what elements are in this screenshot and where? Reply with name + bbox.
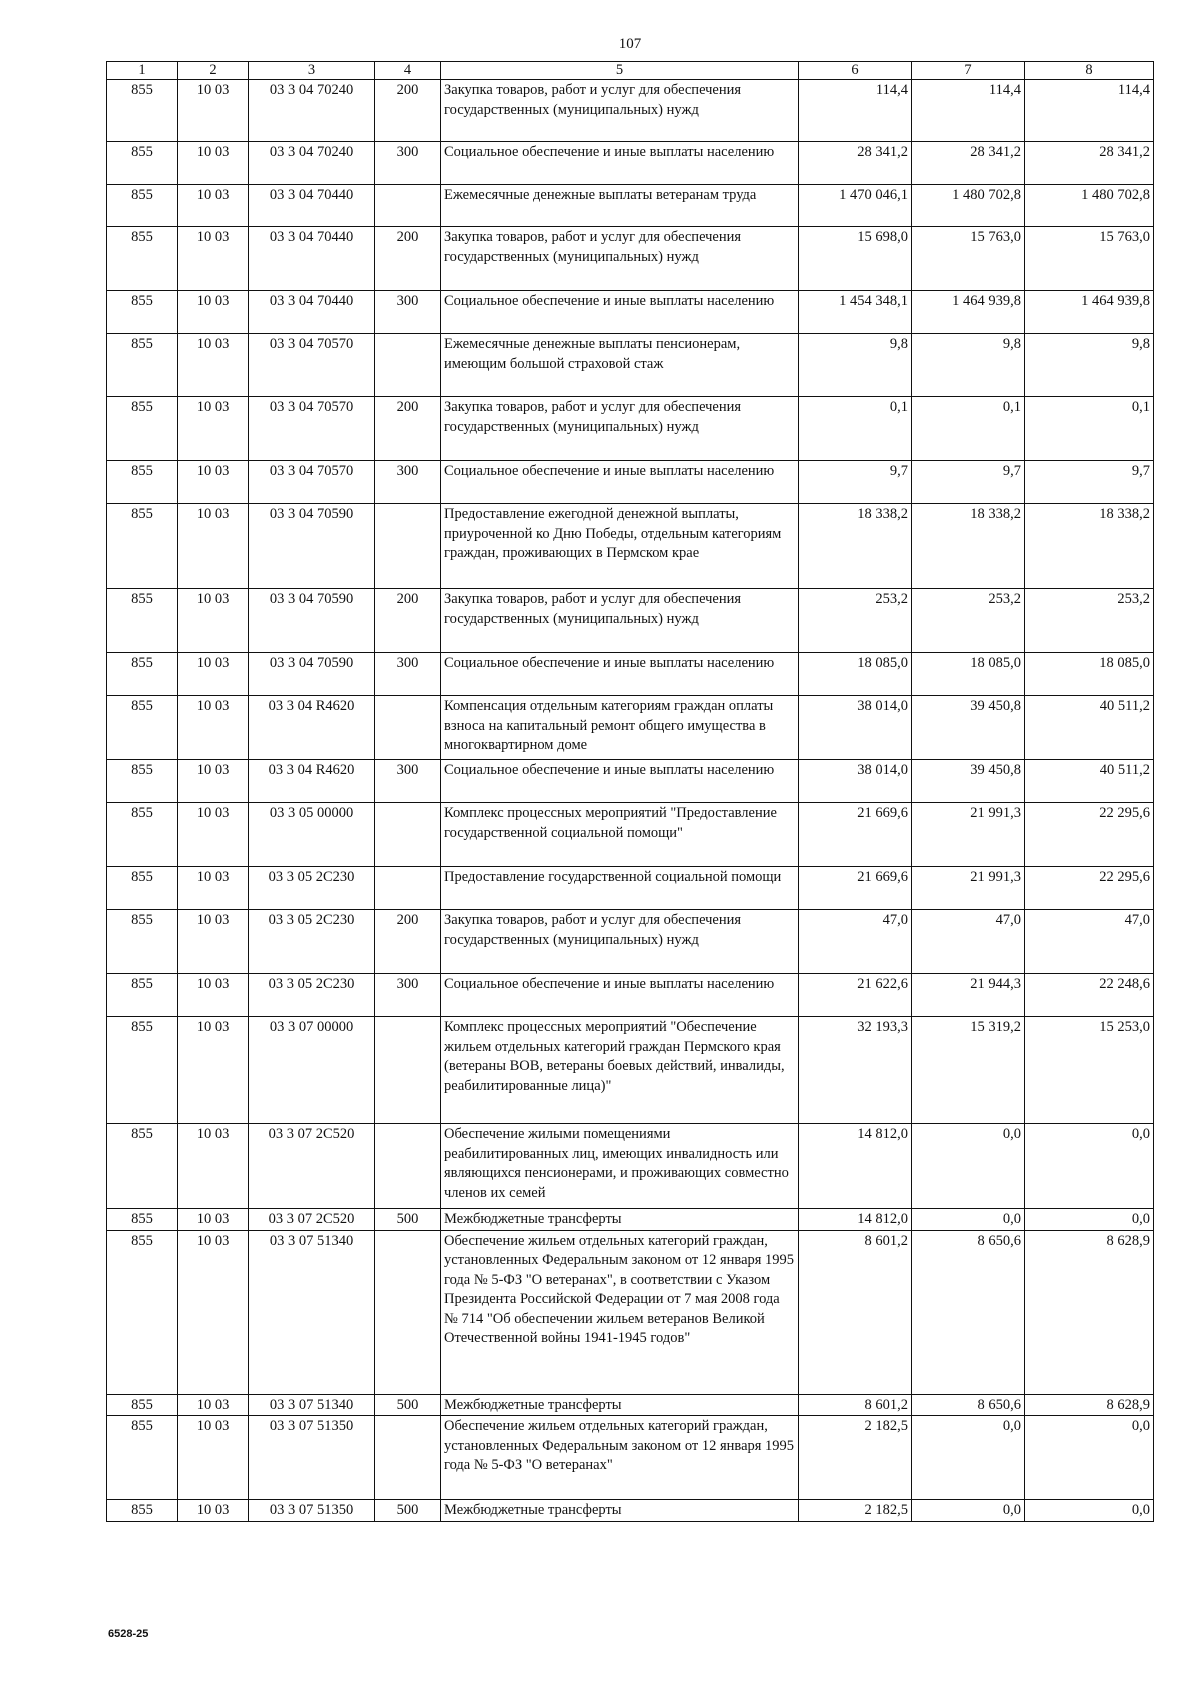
amount-year2-cell: 18 338,2: [912, 504, 1025, 589]
target-article-cell: 03 3 07 00000: [249, 1017, 375, 1124]
expense-type-cell: 200: [375, 227, 441, 291]
amount-year3-cell: 1 480 702,8: [1025, 185, 1154, 227]
admin-code-cell: 855: [107, 397, 178, 461]
admin-code-cell: 855: [107, 1230, 178, 1394]
page-number: 107: [618, 36, 642, 52]
amount-year3-cell: 28 341,2: [1025, 142, 1154, 185]
description-cell: Социальное обеспечение и иные выплаты населению: [441, 142, 799, 185]
target-article-cell: 03 3 04 70590: [249, 589, 375, 653]
description-cell: Социальное обеспечение и иные выплаты населению: [441, 291, 799, 334]
target-article-cell: 03 3 07 2C520: [249, 1209, 375, 1231]
section-code-cell: 10 03: [178, 227, 249, 291]
expense-type-cell: 300: [375, 461, 441, 504]
amount-year1-cell: 18 085,0: [799, 653, 912, 696]
amount-year1-cell: 14 812,0: [799, 1124, 912, 1209]
admin-code-cell: 855: [107, 504, 178, 589]
section-code-cell: 10 03: [178, 504, 249, 589]
table-row: [107, 1394, 1154, 1416]
table-body: [107, 80, 1154, 1522]
description-cell: Закупка товаров, работ и услуг для обеспечения государственных (муниципальных) нужд: [441, 910, 799, 974]
expense-type-cell: [375, 504, 441, 589]
admin-code-cell: 855: [107, 589, 178, 653]
amount-year1-cell: 38 014,0: [799, 696, 912, 760]
table-row: [107, 1209, 1154, 1231]
expense-type-cell: 200: [375, 589, 441, 653]
description-cell: Закупка товаров, работ и услуг для обеспечения государственных (муниципальных) нужд: [441, 227, 799, 291]
table-row: [107, 974, 1154, 1017]
admin-code-cell: 855: [107, 1209, 178, 1231]
target-article-cell: 03 3 04 70570: [249, 334, 375, 397]
amount-year1-cell: 47,0: [799, 910, 912, 974]
section-code-cell: 10 03: [178, 80, 249, 142]
amount-year2-cell: 39 450,8: [912, 696, 1025, 760]
target-article-cell: 03 3 04 70440: [249, 185, 375, 227]
amount-year3-cell: 0,0: [1025, 1500, 1154, 1522]
description-cell: Комплекс процессных мероприятий "Обеспечение жильем отдельных категорий граждан Пермского края (ветераны ВОВ, ветераны боевых действий, инвалиды, реабилитированные лица)": [441, 1017, 799, 1124]
amount-year1-cell: 9,7: [799, 461, 912, 504]
amount-year2-cell: 8 650,6: [912, 1230, 1025, 1394]
amount-year3-cell: 40 511,2: [1025, 696, 1154, 760]
section-code-cell: 10 03: [178, 185, 249, 227]
admin-code-cell: 855: [107, 291, 178, 334]
expense-type-cell: [375, 1017, 441, 1124]
section-code-cell: 10 03: [178, 334, 249, 397]
section-code-cell: 10 03: [178, 142, 249, 185]
expense-type-cell: 300: [375, 974, 441, 1017]
admin-code-cell: 855: [107, 974, 178, 1017]
column-header: 6: [799, 62, 912, 80]
amount-year3-cell: 18 338,2: [1025, 504, 1154, 589]
section-code-cell: 10 03: [178, 910, 249, 974]
expense-type-cell: 200: [375, 397, 441, 461]
target-article-cell: 03 3 04 70570: [249, 461, 375, 504]
target-article-cell: 03 3 07 51340: [249, 1230, 375, 1394]
target-article-cell: 03 3 05 2C230: [249, 974, 375, 1017]
amount-year3-cell: 15 763,0: [1025, 227, 1154, 291]
amount-year1-cell: 1 470 046,1: [799, 185, 912, 227]
section-code-cell: 10 03: [178, 1209, 249, 1231]
expense-type-cell: [375, 334, 441, 397]
expense-type-cell: [375, 803, 441, 867]
table-row: [107, 1124, 1154, 1209]
amount-year3-cell: 0,0: [1025, 1124, 1154, 1209]
admin-code-cell: 855: [107, 653, 178, 696]
target-article-cell: 03 3 05 2C230: [249, 910, 375, 974]
description-cell: Социальное обеспечение и иные выплаты населению: [441, 760, 799, 803]
amount-year1-cell: 15 698,0: [799, 227, 912, 291]
section-code-cell: 10 03: [178, 1230, 249, 1394]
amount-year2-cell: 114,4: [912, 80, 1025, 142]
table-row: [107, 653, 1154, 696]
description-cell: Обеспечение жилыми помещениями реабилитированных лиц, имеющих инвалидность или являющихся пенсионерами, и проживающих совместно членов их семей: [441, 1124, 799, 1209]
amount-year3-cell: 22 295,6: [1025, 803, 1154, 867]
table-row: [107, 80, 1154, 142]
amount-year2-cell: 18 085,0: [912, 653, 1025, 696]
amount-year2-cell: 9,8: [912, 334, 1025, 397]
target-article-cell: 03 3 04 70440: [249, 227, 375, 291]
expense-type-cell: 500: [375, 1394, 441, 1416]
column-header: 7: [912, 62, 1025, 80]
target-article-cell: 03 3 04 70440: [249, 291, 375, 334]
section-code-cell: 10 03: [178, 974, 249, 1017]
table-row: [107, 504, 1154, 589]
amount-year2-cell: 21 991,3: [912, 867, 1025, 910]
column-number-header-row: [107, 62, 1154, 80]
admin-code-cell: 855: [107, 910, 178, 974]
section-code-cell: 10 03: [178, 589, 249, 653]
column-header: 2: [178, 62, 249, 80]
section-code-cell: 10 03: [178, 867, 249, 910]
description-cell: Социальное обеспечение и иные выплаты населению: [441, 461, 799, 504]
table-row: [107, 1230, 1154, 1394]
expense-type-cell: 500: [375, 1209, 441, 1231]
amount-year3-cell: 0,0: [1025, 1416, 1154, 1500]
section-code-cell: 10 03: [178, 696, 249, 760]
table-row: [107, 867, 1154, 910]
table-row: [107, 760, 1154, 803]
target-article-cell: 03 3 07 51340: [249, 1394, 375, 1416]
amount-year2-cell: 15 763,0: [912, 227, 1025, 291]
column-header: 1: [107, 62, 178, 80]
section-code-cell: 10 03: [178, 461, 249, 504]
amount-year3-cell: 0,0: [1025, 1209, 1154, 1231]
admin-code-cell: 855: [107, 696, 178, 760]
amount-year3-cell: 9,8: [1025, 334, 1154, 397]
target-article-cell: 03 3 04 R4620: [249, 760, 375, 803]
amount-year3-cell: 253,2: [1025, 589, 1154, 653]
amount-year2-cell: 1 464 939,8: [912, 291, 1025, 334]
target-article-cell: 03 3 07 51350: [249, 1500, 375, 1522]
amount-year1-cell: 9,8: [799, 334, 912, 397]
amount-year2-cell: 1 480 702,8: [912, 185, 1025, 227]
table-row: [107, 334, 1154, 397]
expense-type-cell: [375, 1230, 441, 1394]
admin-code-cell: 855: [107, 461, 178, 504]
target-article-cell: 03 3 05 2C230: [249, 867, 375, 910]
expense-type-cell: 300: [375, 142, 441, 185]
column-header: 5: [441, 62, 799, 80]
description-cell: Социальное обеспечение и иные выплаты населению: [441, 974, 799, 1017]
section-code-cell: 10 03: [178, 1394, 249, 1416]
amount-year3-cell: 114,4: [1025, 80, 1154, 142]
amount-year3-cell: 0,1: [1025, 397, 1154, 461]
section-code-cell: 10 03: [178, 1500, 249, 1522]
table-row: [107, 1500, 1154, 1522]
admin-code-cell: 855: [107, 1416, 178, 1500]
amount-year1-cell: 2 182,5: [799, 1500, 912, 1522]
target-article-cell: 03 3 07 2C520: [249, 1124, 375, 1209]
amount-year1-cell: 38 014,0: [799, 760, 912, 803]
section-code-cell: 10 03: [178, 1124, 249, 1209]
admin-code-cell: 855: [107, 334, 178, 397]
amount-year3-cell: 22 295,6: [1025, 867, 1154, 910]
amount-year2-cell: 21 991,3: [912, 803, 1025, 867]
table-row: [107, 696, 1154, 760]
target-article-cell: 03 3 04 70590: [249, 653, 375, 696]
amount-year1-cell: 21 669,6: [799, 867, 912, 910]
description-cell: Предоставление государственной социальной помощи: [441, 867, 799, 910]
column-header: 4: [375, 62, 441, 80]
amount-year1-cell: 14 812,0: [799, 1209, 912, 1231]
section-code-cell: 10 03: [178, 291, 249, 334]
admin-code-cell: 855: [107, 227, 178, 291]
amount-year1-cell: 28 341,2: [799, 142, 912, 185]
admin-code-cell: 855: [107, 1394, 178, 1416]
amount-year2-cell: 8 650,6: [912, 1394, 1025, 1416]
description-cell: Межбюджетные трансферты: [441, 1209, 799, 1231]
section-code-cell: 10 03: [178, 1017, 249, 1124]
target-article-cell: 03 3 04 70570: [249, 397, 375, 461]
footer-document-code: 6528-25: [108, 1628, 149, 1640]
description-cell: Предоставление ежегодной денежной выплаты, приуроченной ко Дню Победы, отдельным категориям граждан, проживающих в Пермском крае: [441, 504, 799, 589]
description-cell: Межбюджетные трансферты: [441, 1394, 799, 1416]
amount-year3-cell: 1 464 939,8: [1025, 291, 1154, 334]
description-cell: Межбюджетные трансферты: [441, 1500, 799, 1522]
table-row: [107, 461, 1154, 504]
amount-year3-cell: 8 628,9: [1025, 1230, 1154, 1394]
table-row: [107, 910, 1154, 974]
expense-type-cell: [375, 1416, 441, 1500]
table-row: [107, 397, 1154, 461]
amount-year1-cell: 1 454 348,1: [799, 291, 912, 334]
amount-year2-cell: 0,0: [912, 1416, 1025, 1500]
amount-year3-cell: 22 248,6: [1025, 974, 1154, 1017]
amount-year2-cell: 9,7: [912, 461, 1025, 504]
admin-code-cell: 855: [107, 1124, 178, 1209]
column-header: 8: [1025, 62, 1154, 80]
expense-type-cell: 300: [375, 653, 441, 696]
target-article-cell: 03 3 04 70590: [249, 504, 375, 589]
amount-year2-cell: 47,0: [912, 910, 1025, 974]
expense-type-cell: [375, 1124, 441, 1209]
table-row: [107, 1017, 1154, 1124]
description-cell: Ежемесячные денежные выплаты пенсионерам, имеющим большой страховой стаж: [441, 334, 799, 397]
table-row: [107, 291, 1154, 334]
amount-year1-cell: 2 182,5: [799, 1416, 912, 1500]
section-code-cell: 10 03: [178, 653, 249, 696]
admin-code-cell: 855: [107, 80, 178, 142]
amount-year2-cell: 253,2: [912, 589, 1025, 653]
admin-code-cell: 855: [107, 760, 178, 803]
amount-year1-cell: 114,4: [799, 80, 912, 142]
admin-code-cell: 855: [107, 142, 178, 185]
amount-year3-cell: 40 511,2: [1025, 760, 1154, 803]
description-cell: Закупка товаров, работ и услуг для обеспечения государственных (муниципальных) нужд: [441, 589, 799, 653]
amount-year2-cell: 0,0: [912, 1500, 1025, 1522]
amount-year2-cell: 15 319,2: [912, 1017, 1025, 1124]
amount-year3-cell: 15 253,0: [1025, 1017, 1154, 1124]
amount-year1-cell: 21 622,6: [799, 974, 912, 1017]
amount-year1-cell: 8 601,2: [799, 1394, 912, 1416]
description-cell: Ежемесячные денежные выплаты ветеранам труда: [441, 185, 799, 227]
admin-code-cell: 855: [107, 1017, 178, 1124]
expense-type-cell: 300: [375, 760, 441, 803]
amount-year3-cell: 47,0: [1025, 910, 1154, 974]
description-cell: Закупка товаров, работ и услуг для обеспечения государственных (муниципальных) нужд: [441, 397, 799, 461]
amount-year2-cell: 0,0: [912, 1124, 1025, 1209]
amount-year3-cell: 8 628,9: [1025, 1394, 1154, 1416]
section-code-cell: 10 03: [178, 1416, 249, 1500]
description-cell: Комплекс процессных мероприятий "Предоставление государственной социальной помощи": [441, 803, 799, 867]
section-code-cell: 10 03: [178, 760, 249, 803]
target-article-cell: 03 3 04 70240: [249, 80, 375, 142]
expense-type-cell: 500: [375, 1500, 441, 1522]
amount-year1-cell: 18 338,2: [799, 504, 912, 589]
description-cell: Компенсация отдельным категориям граждан оплаты взноса на капитальный ремонт общего имущества в многоквартирном доме: [441, 696, 799, 760]
amount-year1-cell: 32 193,3: [799, 1017, 912, 1124]
amount-year2-cell: 21 944,3: [912, 974, 1025, 1017]
amount-year2-cell: 28 341,2: [912, 142, 1025, 185]
table-row: [107, 185, 1154, 227]
table-row: [107, 803, 1154, 867]
amount-year1-cell: 8 601,2: [799, 1230, 912, 1394]
amount-year3-cell: 9,7: [1025, 461, 1154, 504]
admin-code-cell: 855: [107, 185, 178, 227]
table-row: [107, 589, 1154, 653]
amount-year2-cell: 39 450,8: [912, 760, 1025, 803]
expense-type-cell: 300: [375, 291, 441, 334]
section-code-cell: 10 03: [178, 803, 249, 867]
table-row: [107, 142, 1154, 185]
budget-table: [106, 61, 1154, 1522]
target-article-cell: 03 3 04 70240: [249, 142, 375, 185]
expense-type-cell: [375, 867, 441, 910]
amount-year1-cell: 0,1: [799, 397, 912, 461]
description-cell: Закупка товаров, работ и услуг для обеспечения государственных (муниципальных) нужд: [441, 80, 799, 142]
target-article-cell: 03 3 07 51350: [249, 1416, 375, 1500]
description-cell: Обеспечение жильем отдельных категорий граждан, установленных Федеральным законом от 12 января 1995 года № 5-ФЗ "О ветеранах": [441, 1416, 799, 1500]
amount-year2-cell: 0,0: [912, 1209, 1025, 1231]
amount-year2-cell: 0,1: [912, 397, 1025, 461]
amount-year1-cell: 21 669,6: [799, 803, 912, 867]
column-header: 3: [249, 62, 375, 80]
table-row: [107, 227, 1154, 291]
target-article-cell: 03 3 04 R4620: [249, 696, 375, 760]
amount-year3-cell: 18 085,0: [1025, 653, 1154, 696]
target-article-cell: 03 3 05 00000: [249, 803, 375, 867]
description-cell: Социальное обеспечение и иные выплаты населению: [441, 653, 799, 696]
expense-type-cell: [375, 185, 441, 227]
expense-type-cell: 200: [375, 910, 441, 974]
admin-code-cell: 855: [107, 867, 178, 910]
expense-type-cell: [375, 696, 441, 760]
section-code-cell: 10 03: [178, 397, 249, 461]
amount-year1-cell: 253,2: [799, 589, 912, 653]
description-cell: Обеспечение жильем отдельных категорий граждан, установленных Федеральным законом от 12 января 1995 года № 5-ФЗ "О ветеранах", в соответствии с Указом Президента Российской Федерации от 7 мая 2008 года № 714 "Об обеспечении жильем ветеранов Великой Отечественной войны 1941-1945 годов": [441, 1230, 799, 1394]
admin-code-cell: 855: [107, 1500, 178, 1522]
admin-code-cell: 855: [107, 803, 178, 867]
expense-type-cell: 200: [375, 80, 441, 142]
table-row: [107, 1416, 1154, 1500]
